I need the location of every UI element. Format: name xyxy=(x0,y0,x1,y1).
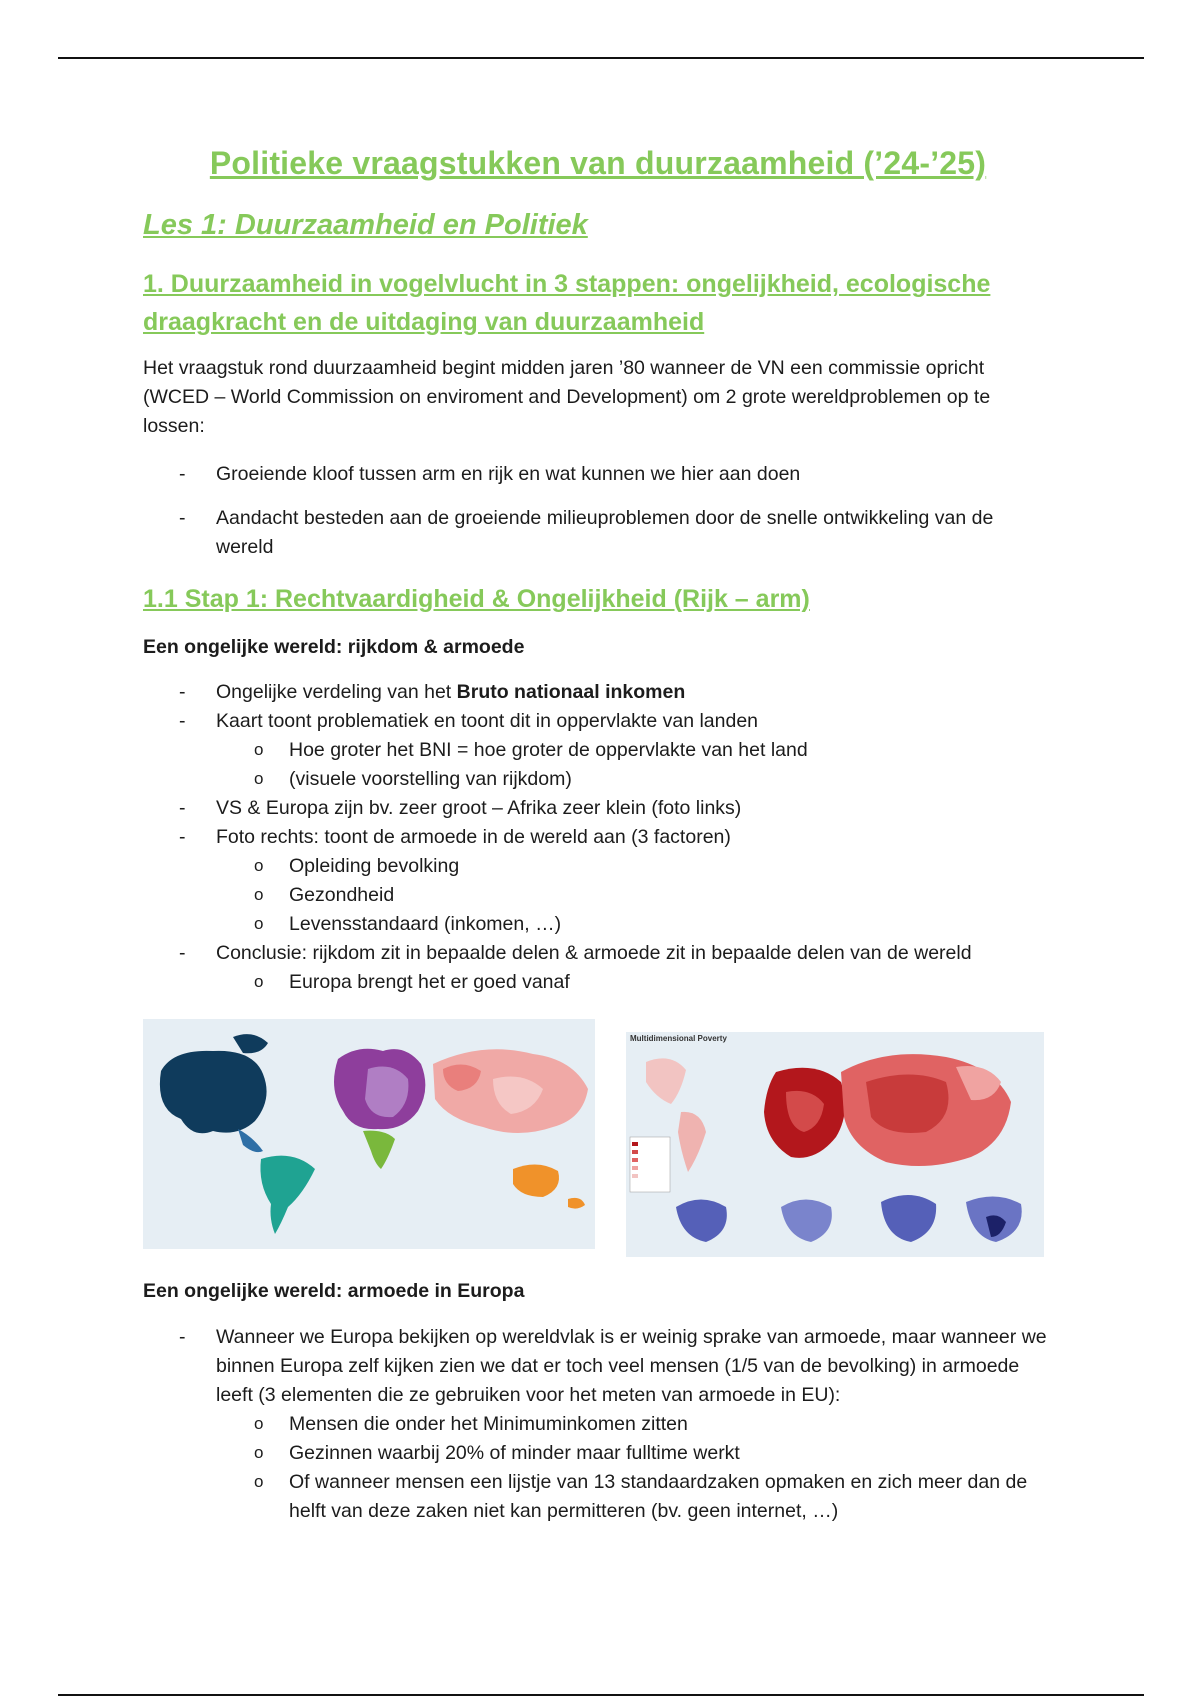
subheading-wealth-poverty: Een ongelijke wereld: rijkdom & armoede xyxy=(143,636,525,658)
bottom-rule xyxy=(58,1694,1144,1696)
sub-list-item: o Levensstandaard (inkomen, …) xyxy=(216,910,1053,939)
document-title: Politieke vraagstukken van duurzaamheid (’24-’25) xyxy=(209,145,987,181)
sub-list-item: o (visuele voorstelling van rijkdom) xyxy=(216,765,1053,794)
sub-list xyxy=(216,736,1053,794)
sub-list-item: o Mensen die onder het Minimuminkomen zitten xyxy=(216,1410,1053,1439)
europe-region xyxy=(334,1049,425,1129)
list-item: - VS & Europa zijn bv. zeer groot – Afrika zeer klein (foto links) xyxy=(143,794,1053,823)
section-1-heading-line1: 1. Duurzaamheid in vogelvlucht in 3 stappen: ongelijkheid, ecologische xyxy=(143,270,991,298)
section-1-heading-line2: draagkracht en de uitdaging van duurzaamheid xyxy=(143,308,705,336)
sub-list-item: o Europa brengt het er goed vanaf xyxy=(216,968,1053,997)
list-item xyxy=(143,1323,1053,1526)
list-item xyxy=(143,707,1053,794)
section-1-intro: Het vraagstuk rond duurzaamheid begint midden jaren ’80 wanneer de VN een commissie opricht (WCED – World Commission on enviroment and Development) om 2 grote wereldproblemen op te lossen: xyxy=(143,357,991,437)
section-1-1-heading-text: 1.1 Stap 1: Rechtvaardigheid & Ongelijkheid (Rijk – arm) xyxy=(143,585,810,613)
section-1-1-heading xyxy=(143,580,1053,618)
list-item xyxy=(143,939,1053,997)
list-item-text: Wanneer we Europa bekijken op wereldvlak is er weinig sprake van armoede, maar wanneer we binnen Europa zelf kijken zien we dat er toch veel mensen (1/5 van de bevolking) in armoede leeft (3 elementen die ze gebruiken voor het meten van armoede in EU): xyxy=(216,1326,1047,1406)
sub-list xyxy=(216,968,1053,997)
gni-cartogram-map xyxy=(143,1019,595,1249)
legend-box xyxy=(630,1137,670,1192)
sub-list-item: o Opleiding bevolking xyxy=(216,852,1053,881)
bni-prefix: Ongelijke verdeling van het xyxy=(216,681,457,703)
list-item-text: Foto rechts: toont de armoede in de wereld aan (3 factoren) xyxy=(216,826,731,848)
sub-list xyxy=(216,1410,1053,1526)
poverty-cartogram-map xyxy=(626,1032,1044,1257)
wealth-poverty-list xyxy=(143,678,1053,997)
sub-list-item: o Of wanneer mensen een lijstje van 13 standaardzaken opmaken en zich meer dan de helft van deze zaken niet kan permitteren (bv. geen internet, …) xyxy=(216,1468,1053,1526)
poverty-europe-list xyxy=(143,1323,1053,1526)
list-item xyxy=(143,823,1053,939)
list-item-text: Conclusie: rijkdom zit in bepaalde delen & armoede zit in bepaalde delen van de wereld xyxy=(216,942,972,964)
subheading-poverty-europe: Een ongelijke wereld: armoede in Europa xyxy=(143,1280,525,1302)
top-rule xyxy=(58,57,1144,59)
section-1-heading xyxy=(143,265,1053,341)
sub-list-item: o Gezinnen waarbij 20% of minder maar fulltime werkt xyxy=(216,1439,1053,1468)
bni-bold: Bruto nationaal inkomen xyxy=(456,681,686,703)
lesson-heading: Les 1: Duurzaamheid en Politiek xyxy=(143,209,588,241)
section-1-bullets xyxy=(143,460,1053,577)
list-item xyxy=(143,678,1053,707)
list-item: - Groeiende kloof tussen arm en rijk en wat kunnen we hier aan doen xyxy=(143,460,1053,489)
map-title: Multidimensional Poverty xyxy=(630,1034,727,1043)
sub-list xyxy=(216,852,1053,939)
list-item: - Aandacht besteden aan de groeiende milieuproblemen door de snelle ontwikkeling van de wereld xyxy=(143,504,1053,562)
sub-list-item: o Hoe groter het BNI = hoe groter de oppervlakte van het land xyxy=(216,736,1053,765)
list-item-text: Kaart toont problematiek en toont dit in oppervlakte van landen xyxy=(216,710,759,732)
sub-list-item: o Gezondheid xyxy=(216,881,1053,910)
